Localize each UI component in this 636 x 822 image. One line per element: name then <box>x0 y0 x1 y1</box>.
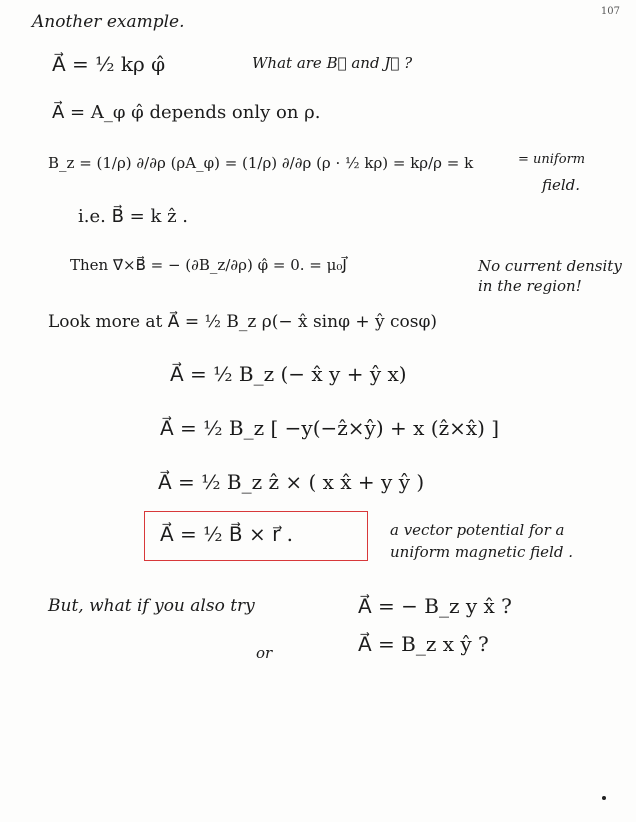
equation-A-phi: A⃗ = A_φ φ̂ depends only on ρ. <box>52 102 321 123</box>
note-field: field. <box>542 176 581 194</box>
word-or: or <box>256 644 273 662</box>
equation-Bz: B_z = (1/ρ) ∂/∂ρ (ρA_φ) = (1/ρ) ∂/∂ρ (ρ · ½ kρ) = kρ/ρ = k <box>48 154 474 172</box>
equation-step4: A⃗ = ½ B_z ẑ × ( x x̂ + y ŷ ) <box>158 470 425 494</box>
question-text: What are B⃗ and J⃗ ? <box>252 54 413 72</box>
equation-result: A⃗ = ½ B⃗ × r⃗ . <box>160 522 294 546</box>
note-uniform: = uniform <box>518 152 586 167</box>
page-number: 107 <box>600 6 620 17</box>
equation-alt2: A⃗ = B_z x ŷ ? <box>358 632 489 656</box>
equation-A-def: A⃗ = ½ kρ φ̂ <box>52 52 166 76</box>
equation-step2: A⃗ = ½ B_z (− x̂ y + ŷ x) <box>170 362 407 386</box>
ink-dot <box>602 796 606 800</box>
equation-look-more: Look more at A⃗ = ½ B_z ρ(− x̂ sinφ + ŷ cosφ) <box>48 312 438 332</box>
note-vector-potential: a vector potential for a <box>390 521 565 539</box>
note-uniform-field: uniform magnetic field . <box>390 543 573 561</box>
note-region: in the region! <box>478 277 582 295</box>
equation-alt1: A⃗ = − B_z y x̂ ? <box>358 594 512 618</box>
equation-step3: A⃗ = ½ B_z [ −y(−ẑ×ŷ) + x (ẑ×x̂) ] <box>160 416 500 440</box>
equation-curl: Then ∇⃗×B⃗ = − (∂B_z/∂ρ) φ̂ = 0. = μ₀J⃗ <box>70 256 347 274</box>
note-no-current: No current density <box>478 257 622 275</box>
equation-B: i.e. B⃗ = k ẑ . <box>78 206 189 227</box>
page-title: Another example. <box>32 12 185 32</box>
question-but-what-if: But, what if you also try <box>48 596 255 616</box>
